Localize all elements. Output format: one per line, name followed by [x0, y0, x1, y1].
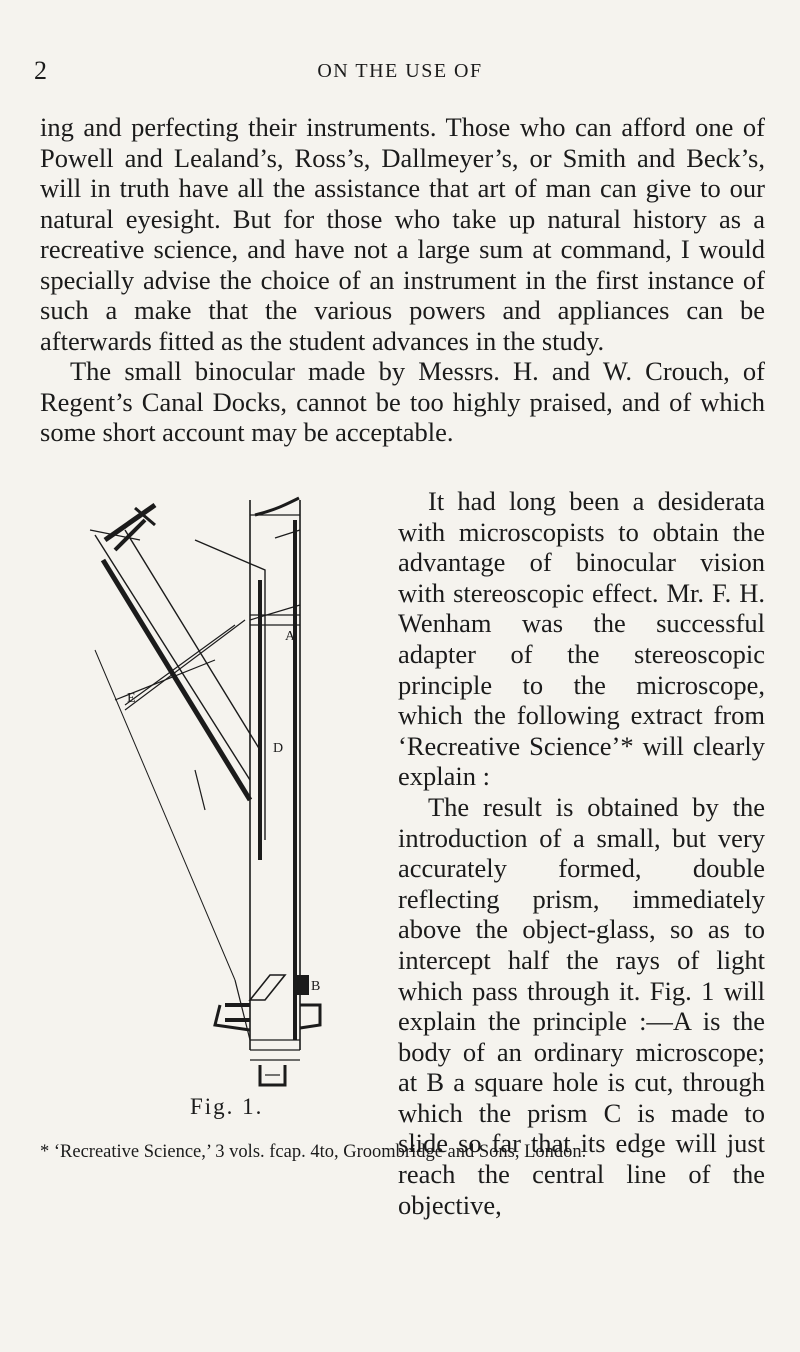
label-e: E	[127, 691, 136, 706]
paragraph: The small binocular made by Messrs. H. and W. Crouch, of Regent’s Canal Docks, cannot be too highly praised, and of which some short account may be acceptable.	[40, 356, 765, 447]
paragraph: The result is obtained by the introduction of a small, but very accurately formed, double reflecting prism, immediately above the object-glass, so as to intercept half the rays of light which pass through it. Fig. 1 will explain the principle :—A is the body of an ordinary microscope; at B a square hole is cut, through which the prism C is made to slide so far that its edge will just reach the central line of the objective,	[398, 791, 765, 1220]
footnote: * ‘Recreative Science,’ 3 vols. fcap. 4to, Groombridge and Sons, London.	[40, 1142, 587, 1162]
prism-c	[250, 975, 285, 1000]
body-text-top	[40, 112, 765, 448]
label-b: B	[311, 979, 321, 994]
body-text-side	[398, 486, 765, 1220]
page-number: 2	[34, 56, 47, 85]
paragraph: ing and perfecting their instruments. Those who can afford one of Powell and Lealand’s, Ross’s, Dallmeyer’s, or Smith and Beck’s, will in truth have all the assistance that art of man can give to our natural eyesight. But for those who take up natural history as a recreative science, and have not a large sum at command, I would specially advise the choice of an instrument in the first instance of such a make that the various powers and appliances can be afterwards fitted as the student advances in the study.	[40, 112, 765, 356]
square-hole-b	[297, 975, 309, 995]
inclined-tube-d	[95, 535, 250, 780]
paragraph: It had long been a desiderata with microscopists to obtain the advantage of binocular vision with stereoscopic effect. Mr. F. H. Wenham was the successful adapter of the stereoscopic principle to the microscope, which the following extract from ‘Recreative Science’* will clearly explain :	[398, 486, 765, 792]
body-tube-a	[250, 500, 300, 1050]
figure-caption: Fig. 1.	[190, 1094, 264, 1119]
label-d: D	[273, 741, 284, 756]
microscope-diagram	[85, 480, 375, 1100]
running-head: ON THE USE OF	[317, 60, 483, 82]
label-a: A	[285, 629, 296, 644]
